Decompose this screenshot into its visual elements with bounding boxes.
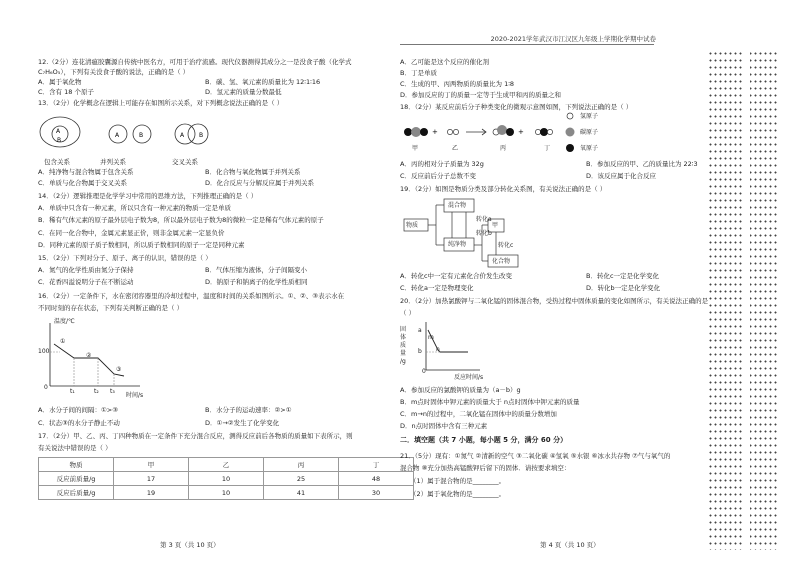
q18-label-bing: 丙: [500, 145, 507, 152]
q20-y-label-1: 固: [400, 326, 407, 333]
q16-y-100: 100: [38, 348, 50, 355]
venn-label-cross: 交叉关系: [172, 158, 198, 166]
q12-option-a: A．属于氧化物: [38, 78, 82, 86]
q17-option-b: B．丁是单质: [400, 69, 437, 77]
table-cell: 10: [189, 486, 264, 500]
q20-tick-b: b: [418, 348, 422, 355]
q16-y-0: 0: [44, 384, 48, 391]
q20-point-m: m: [428, 334, 434, 341]
table-header-cell: 乙: [189, 458, 264, 472]
table-header-cell: 甲: [114, 458, 189, 472]
q18-legend-carbon: 碳原子: [580, 129, 599, 136]
table-cell: 30: [339, 486, 414, 500]
q17-table: [38, 457, 414, 500]
q18-option-d: D．该反应属于化合反应: [586, 172, 657, 180]
q19-box-huahewu: 化合物: [492, 258, 511, 265]
q19-option-d: D．转化b一定是化学变化: [586, 284, 661, 292]
svg-text:B: B: [57, 137, 62, 144]
q16-line2: 不同时刻的存在状态，下列有关判断正确的是（ ）: [38, 304, 184, 312]
venn-label-contain: 包含关系: [44, 158, 70, 166]
q20-y-label-3: 质: [400, 342, 407, 349]
right-page-footer: 第 4 页（共 10 页）: [540, 541, 600, 549]
q16-option-c: C．状态③的水分子静止不动: [38, 419, 120, 427]
q19-option-a: A．转化c中一定有元素化合价发生改变: [400, 272, 513, 280]
q12-option-b: B．碳、氢、氧元素的质量比为 12∶1∶16: [205, 78, 321, 86]
binding-margin-pattern: [708, 50, 778, 550]
q20-option-a: A．参加反应的氯酸钾的质量为（a－b）g: [400, 386, 521, 394]
q19-box-hunhewu: 混合物: [448, 202, 467, 209]
table-cell: 17: [114, 472, 189, 486]
table-header-cell: 丙: [264, 458, 339, 472]
q21-blank-2: （2）属于氧化物的是________。: [410, 490, 506, 498]
q16-option-a: A．水分子间的间隔：①>③: [38, 406, 119, 414]
q16-tick-t2: t₂: [94, 388, 99, 395]
q19-stem: 19．（2分）如图是物质分类及部分转化关系图，有关说法正确的是（ ）: [400, 185, 607, 193]
q12-option-d: D．氢元素的质量分数最低: [205, 88, 282, 96]
q20-x-label: 反应时间/s: [454, 374, 484, 381]
q14-option-a: A．单质中只含有一种元素，所以只含有一种元素的物质一定是单质: [38, 204, 231, 212]
q12-line2: C₇H₆O₅），下列有关没食子酸的说法，正确的是（ ）: [38, 68, 190, 76]
q20-y-label-4: 量: [400, 350, 407, 357]
table-cell: 10: [189, 472, 264, 486]
q20-option-d: D．n点时固体中含有三种元素: [400, 422, 488, 430]
q14-option-c: C．在同一化合物中，金属元素显正价，则非金属元素一定显负价: [38, 229, 225, 237]
svg-text:A: A: [56, 128, 61, 135]
q20-tick-a: a: [418, 327, 422, 334]
q18-option-b: B．参加反应的甲、乙的质量比为 22∶3: [586, 160, 698, 168]
venn-label-parallel: 并列关系: [100, 158, 126, 166]
q14-option-b: B．稀有气体元素的原子最外层电子数为8，所以最外层电子数为8的微粒一定是稀有气体元素的原子: [38, 216, 324, 224]
q17-option-d: D．参加反应的丁的质量一定等于生成甲和丙的质量之和: [400, 91, 562, 99]
section-2-heading: 二．填空题（共 7 小题，每小题 5 分，满分 60 分）: [400, 436, 568, 444]
q18-label-ding: 丁: [544, 145, 551, 152]
q15-option-b: B．气体压缩为液体，分子间隔变小: [205, 266, 307, 274]
q21-line1: 21．（5分）现有：①氮气 ②清新的空气 ③二氧化碳 ④氢氧 ⑤水银 ⑥冰水共存物 ⑦气与氧气的: [400, 452, 671, 460]
svg-text:+: +: [518, 128, 524, 136]
q19-arrow-a: 转化a: [476, 216, 492, 223]
table-header-cell: 丁: [339, 458, 414, 472]
q16-point-2: ②: [86, 352, 92, 359]
q13-option-b: B．化合物与氧化物属于并列关系: [205, 168, 301, 176]
q19-box-jia: 甲: [492, 222, 499, 229]
q19-option-b: B．转化c一定是化学变化: [586, 272, 660, 280]
q18-legend-oxygen: 氧原子: [580, 145, 599, 152]
exam-header: 2020-2021学年武汉市江汉区九年级上学期化学期中试卷: [490, 35, 656, 43]
svg-text:A: A: [180, 132, 185, 139]
table-cell: 反应前质量/g: [39, 472, 114, 486]
q15-stem: 15．（2分）下列对分子、原子、离子的认识，错误的是（ ）: [38, 254, 212, 262]
q19-arrow-c: 转化c: [498, 242, 514, 249]
q19-box-wuzhi: 物质: [406, 222, 419, 229]
q20-origin: 0: [422, 368, 426, 375]
q21-line2: 混合物 ⑧充分加热高锰酸钾后留下的固体．请按要求填空：: [400, 464, 571, 472]
q13-option-d: D．化合反应与分解反应属于并列关系: [205, 179, 315, 187]
svg-text:B: B: [139, 132, 144, 139]
q18-stem: 18．（2分）某反应前后分子种类变化的微观示意图如图，下列说法正确的是（ ）: [400, 103, 633, 111]
svg-text:A: A: [115, 132, 120, 139]
q17-option-a: A．乙可能是这个反应的催化剂: [400, 58, 489, 66]
q15-option-a: A．氮气的化学性质由氮分子保持: [38, 266, 134, 274]
q20-y-label-5: /g: [400, 358, 406, 365]
q18-label-yi: 乙: [452, 145, 459, 152]
q16-tick-t1: t₁: [70, 388, 75, 395]
table-cell: 25: [264, 472, 339, 486]
table-cell: 41: [264, 486, 339, 500]
q17-line2: 有关说法中错误的是（ ）: [38, 444, 112, 452]
q20-y-label-2: 体: [400, 334, 407, 341]
q16-option-b: B．水分子的运动速率：②>①: [205, 406, 292, 414]
q18-label-jia: 甲: [412, 145, 419, 152]
q18-option-c: C．反应前后分子总数不变: [400, 172, 477, 180]
q16-point-1: ①: [60, 338, 66, 345]
svg-text:B: B: [199, 132, 204, 139]
q13-stem: 13．（2分）化学概念在逻辑上可能存在如图所示关系，对下列概念说法正确的是（ ）: [38, 99, 284, 107]
q16-temperature-graph: [40, 318, 160, 398]
q21-blank-1: （1）属于混合物的是________。: [410, 477, 506, 485]
q17-option-c: C．生成的甲、丙两物质的质量比为 1∶8: [400, 80, 515, 88]
q13-option-c: C．单质与化合物属于交叉关系: [38, 179, 128, 187]
table-cell: 19: [114, 486, 189, 500]
q16-tick-t3: t₃: [110, 388, 115, 395]
q18-option-a: A．丙的相对分子质量为 32g: [400, 160, 484, 168]
q16-option-d: D．①→②发生了化学变化: [205, 419, 280, 427]
left-page-footer: 第 3 页（共 10 页）: [160, 541, 220, 549]
q12-option-c: C．含有 18 个原子: [38, 88, 94, 96]
q15-option-d: D．钠原子和钠离子的化学性质相同: [205, 278, 308, 286]
q16-point-3: ③: [116, 366, 122, 373]
q19-box-chunjingwu: 纯净物: [448, 241, 467, 248]
q20-mass-graph: [418, 320, 488, 376]
table-cell: 48: [339, 472, 414, 486]
table-header-cell: 物质: [39, 458, 114, 472]
q19-arrow-b: 转化b: [476, 230, 492, 237]
q20-line1: 20．（2分）加热氯酸钾与二氧化锰的固体混合物，受热过程中固体质量的变化如图所示，有关说法正确的是: [400, 297, 709, 305]
q14-stem: 14．（2分）逻辑推理是化学学习中常用的思维方法，下列推理正确的是（ ）: [38, 192, 258, 200]
q20-option-c: C．m→n的过程中，二氧化锰在固体中的质量分数增加: [400, 410, 557, 418]
q15-option-c: C．花香四溢说明分子在不断运动: [38, 278, 134, 286]
table-row: [39, 472, 414, 486]
venn-diagrams: [38, 110, 238, 165]
table-cell: 反应后质量/g: [39, 486, 114, 500]
q18-legend-hydrogen: 氢原子: [580, 113, 599, 120]
header-rule: [400, 44, 654, 45]
table-row: [39, 486, 414, 500]
binding-margin-strip: [744, 50, 750, 550]
q20-point-n: n: [436, 346, 440, 353]
q20-line2: （ ）: [400, 309, 416, 317]
q16-line1: 16．（2分）一定条件下，水在密闭容器里的冷却过程中，温度和时间的关系如图所示。①、②、③表示水在: [38, 292, 345, 300]
q13-option-a: A．纯净物与混合物属于包含关系: [38, 168, 134, 176]
q16-x-label: 时间/s: [126, 392, 144, 399]
q20-option-b: B．m点时固体中钾元素的质量大于 n点时固体中钾元素的质量: [400, 398, 580, 406]
q17-line1: 17．（2分）甲、乙、丙、丁四种物质在一定条件下充分混合反应，测得反应前后各物质的质量如下表所示，则: [38, 432, 353, 440]
svg-text:+: +: [432, 128, 438, 136]
q12-line1: 12.（2分）连花清瘟胶囊源自传统中医名方，可用于治疗流感。现代仪器测得其成分之一是没食子酸（化学式: [38, 58, 352, 66]
table-header-row: [39, 458, 414, 472]
q14-option-d: D．同种元素的原子质子数相同，所以质子数相同的原子一定是同种元素: [38, 241, 245, 249]
q16-y-label: 温度/℃: [54, 318, 75, 325]
q19-option-c: C．转化a一定是物理变化: [400, 284, 474, 292]
